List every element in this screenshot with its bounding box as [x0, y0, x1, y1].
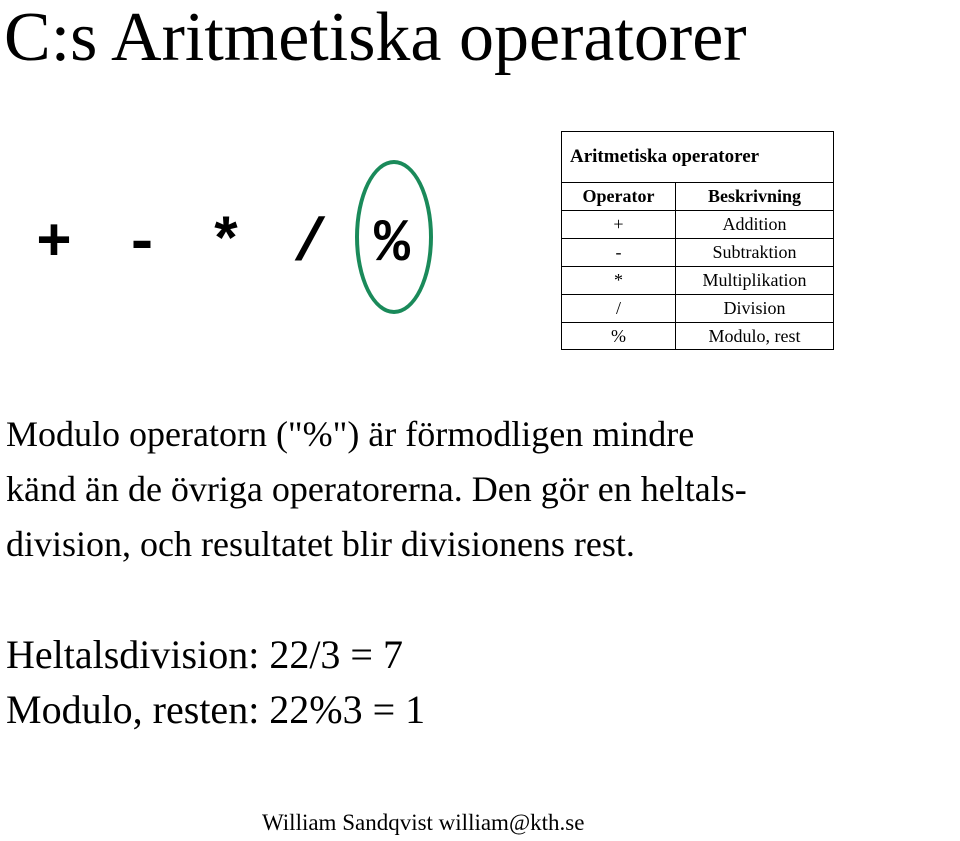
- operator-divide: /: [292, 211, 329, 279]
- table-cell-description: Subtraktion: [676, 239, 834, 267]
- table-cell-description: Addition: [676, 211, 834, 239]
- footer-author: William Sandqvist william@kth.se: [262, 810, 585, 835]
- operator-table: [561, 131, 834, 350]
- table-cell-operator: %: [562, 323, 676, 351]
- table-row: [562, 211, 833, 239]
- modulo-highlight-ellipse: [355, 160, 433, 314]
- example-modulo: Modulo, resten: 22%3 = 1: [6, 687, 426, 732]
- table-cell-description: Division: [676, 295, 834, 323]
- table-cell-description: Modulo, rest: [676, 323, 834, 351]
- table-cell-description: Multiplikation: [676, 267, 834, 295]
- table-cell-operator: -: [562, 239, 676, 267]
- table-header-row: [562, 183, 833, 211]
- example-integer-division: Heltalsdivision: 22/3 = 7: [6, 632, 403, 677]
- paragraph-line: Modulo operatorn ("%") är förmodligen mindre: [6, 414, 695, 454]
- table-caption: Aritmetiska operatorer: [570, 146, 760, 167]
- table-header-operator: Operator: [562, 183, 676, 211]
- table-row: [562, 323, 833, 351]
- operator-multiply: *: [208, 211, 245, 279]
- operator-plus: +: [36, 211, 73, 279]
- paragraph-line: division, och resultatet blir divisionens rest.: [6, 524, 635, 564]
- table-row: [562, 267, 833, 295]
- operator-table-grid: [562, 182, 833, 350]
- explanation-paragraph: [6, 407, 956, 572]
- table-row: [562, 295, 833, 323]
- table-cell-operator: /: [562, 295, 676, 323]
- operator-minus: -: [124, 211, 161, 279]
- table-row: [562, 239, 833, 267]
- table-cell-operator: +: [562, 211, 676, 239]
- paragraph-line: känd än de övriga operatorerna. Den gör en heltals-: [6, 469, 747, 509]
- page-title: C:s Aritmetiska operatorer: [4, 0, 747, 76]
- table-header-description: Beskrivning: [676, 183, 834, 211]
- operator-modulo: %: [374, 211, 411, 279]
- table-cell-operator: *: [562, 267, 676, 295]
